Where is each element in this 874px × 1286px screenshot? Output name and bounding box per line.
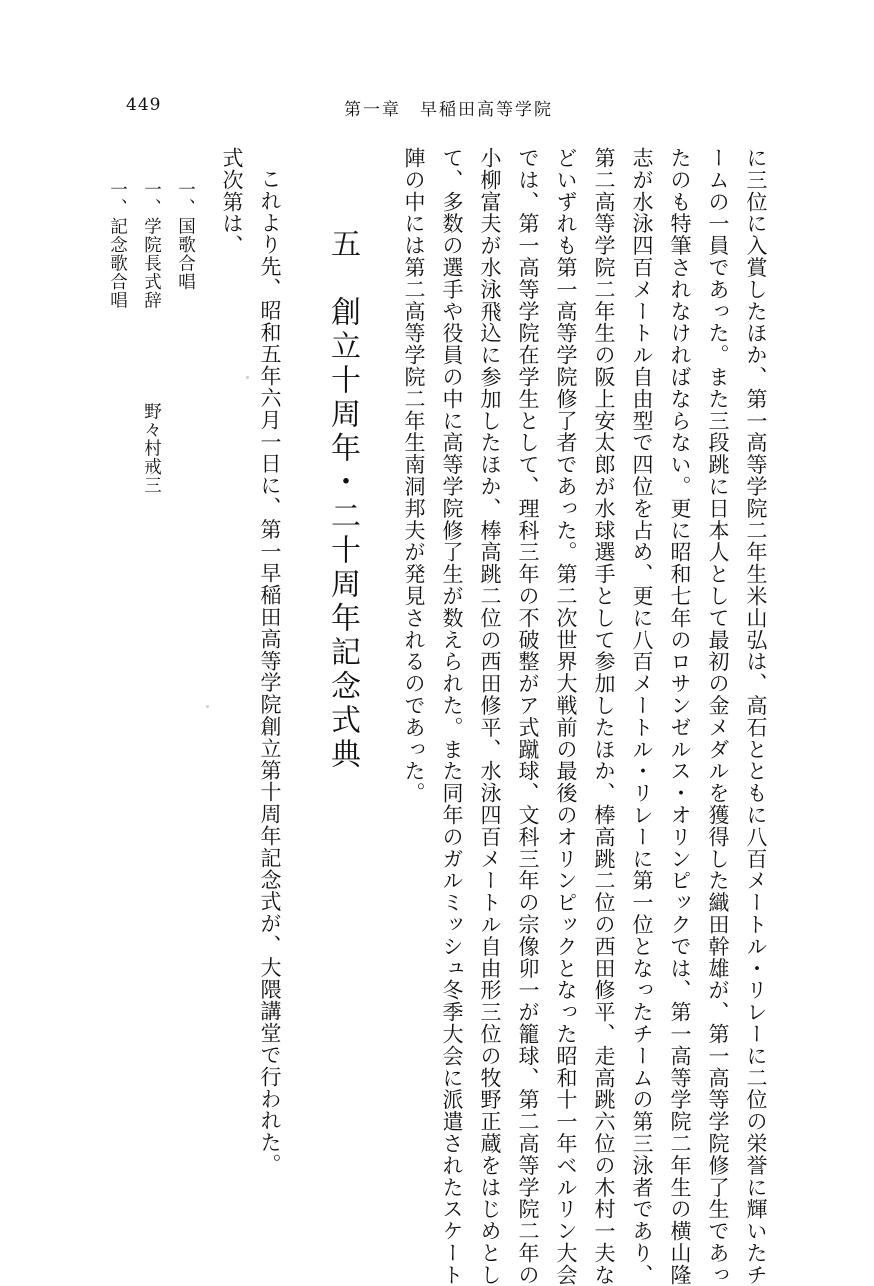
body-column: 志が水泳四百メートル自由型で四位を占め、更に八百メートル・リレーに第一位となったチームの第三泳者であり、 <box>630 147 654 1286</box>
body-column: に三位に入賞したほか、第一高等学院二年生米山弘は、高石とともに八百メートル・リレーに二位の栄誉に輝いたチ <box>744 147 768 1286</box>
body-column: では、第一高等学院在学生として、理科三年の不破整がア式蹴球、文科三年の宗像卯一が籠球、第二高等学院二年の <box>516 147 540 1286</box>
body-column: 第二高等学院二年生の阪上安太郎が水球選手として参加したほか、棒高跳二位の西田修平、走高跳六位の木村一夫な <box>592 147 616 1286</box>
body-column: て、多数の選手や役員の中に高等学院修了生が数えられた。また同年のガルミッシュ冬季大会に派遣されたスケート <box>440 147 464 1286</box>
page-number: 449 <box>126 95 162 115</box>
intro-line: これより先、昭和五年六月一日に、第一早稲田高等学院創立第十周年記念式が、大隈講堂で行われた。 <box>258 168 282 1176</box>
body-column: たのも特筆されなければならない。更に昭和七年のロサンゼルス・オリンピックでは、第一高等学院二年生の横山隆 <box>668 147 692 1286</box>
body-column: どいずれも第一高等学院修了者であった。第二次世界大戦前の最後のオリンピックとなった昭和十一年ベルリン大会 <box>554 147 578 1286</box>
scan-speck <box>246 376 249 379</box>
program-item: 一、記念歌合唱 <box>107 180 128 310</box>
scan-speck <box>206 705 209 708</box>
running-title: 第一章 早稲田高等学院 <box>344 100 553 120</box>
body-column: 陣の中には第二高等学院二年生南洞邦夫が発見されるのであった。 <box>402 147 426 804</box>
intro-line: 式次第は、 <box>220 147 244 257</box>
section-heading: 五 創立十周年・二十周年記念式典 <box>325 228 360 772</box>
speaker-name: 野々村戒三 <box>141 402 162 495</box>
body-column: ームの一員であった。また三段跳に日本人として最初の金メダルを獲得した織田幹雄が、第一高等学院修了生であっ <box>706 147 730 1286</box>
program-item: 一、学院長式辞 <box>141 180 162 310</box>
program-item: 一、国歌合唱 <box>175 180 196 291</box>
body-column: 小柳富夫が水泳飛込に参加したほか、棒高跳二位の西田修平、水泳四百メートル自由形三位の牧野正蔵をはじめとし <box>478 147 502 1286</box>
